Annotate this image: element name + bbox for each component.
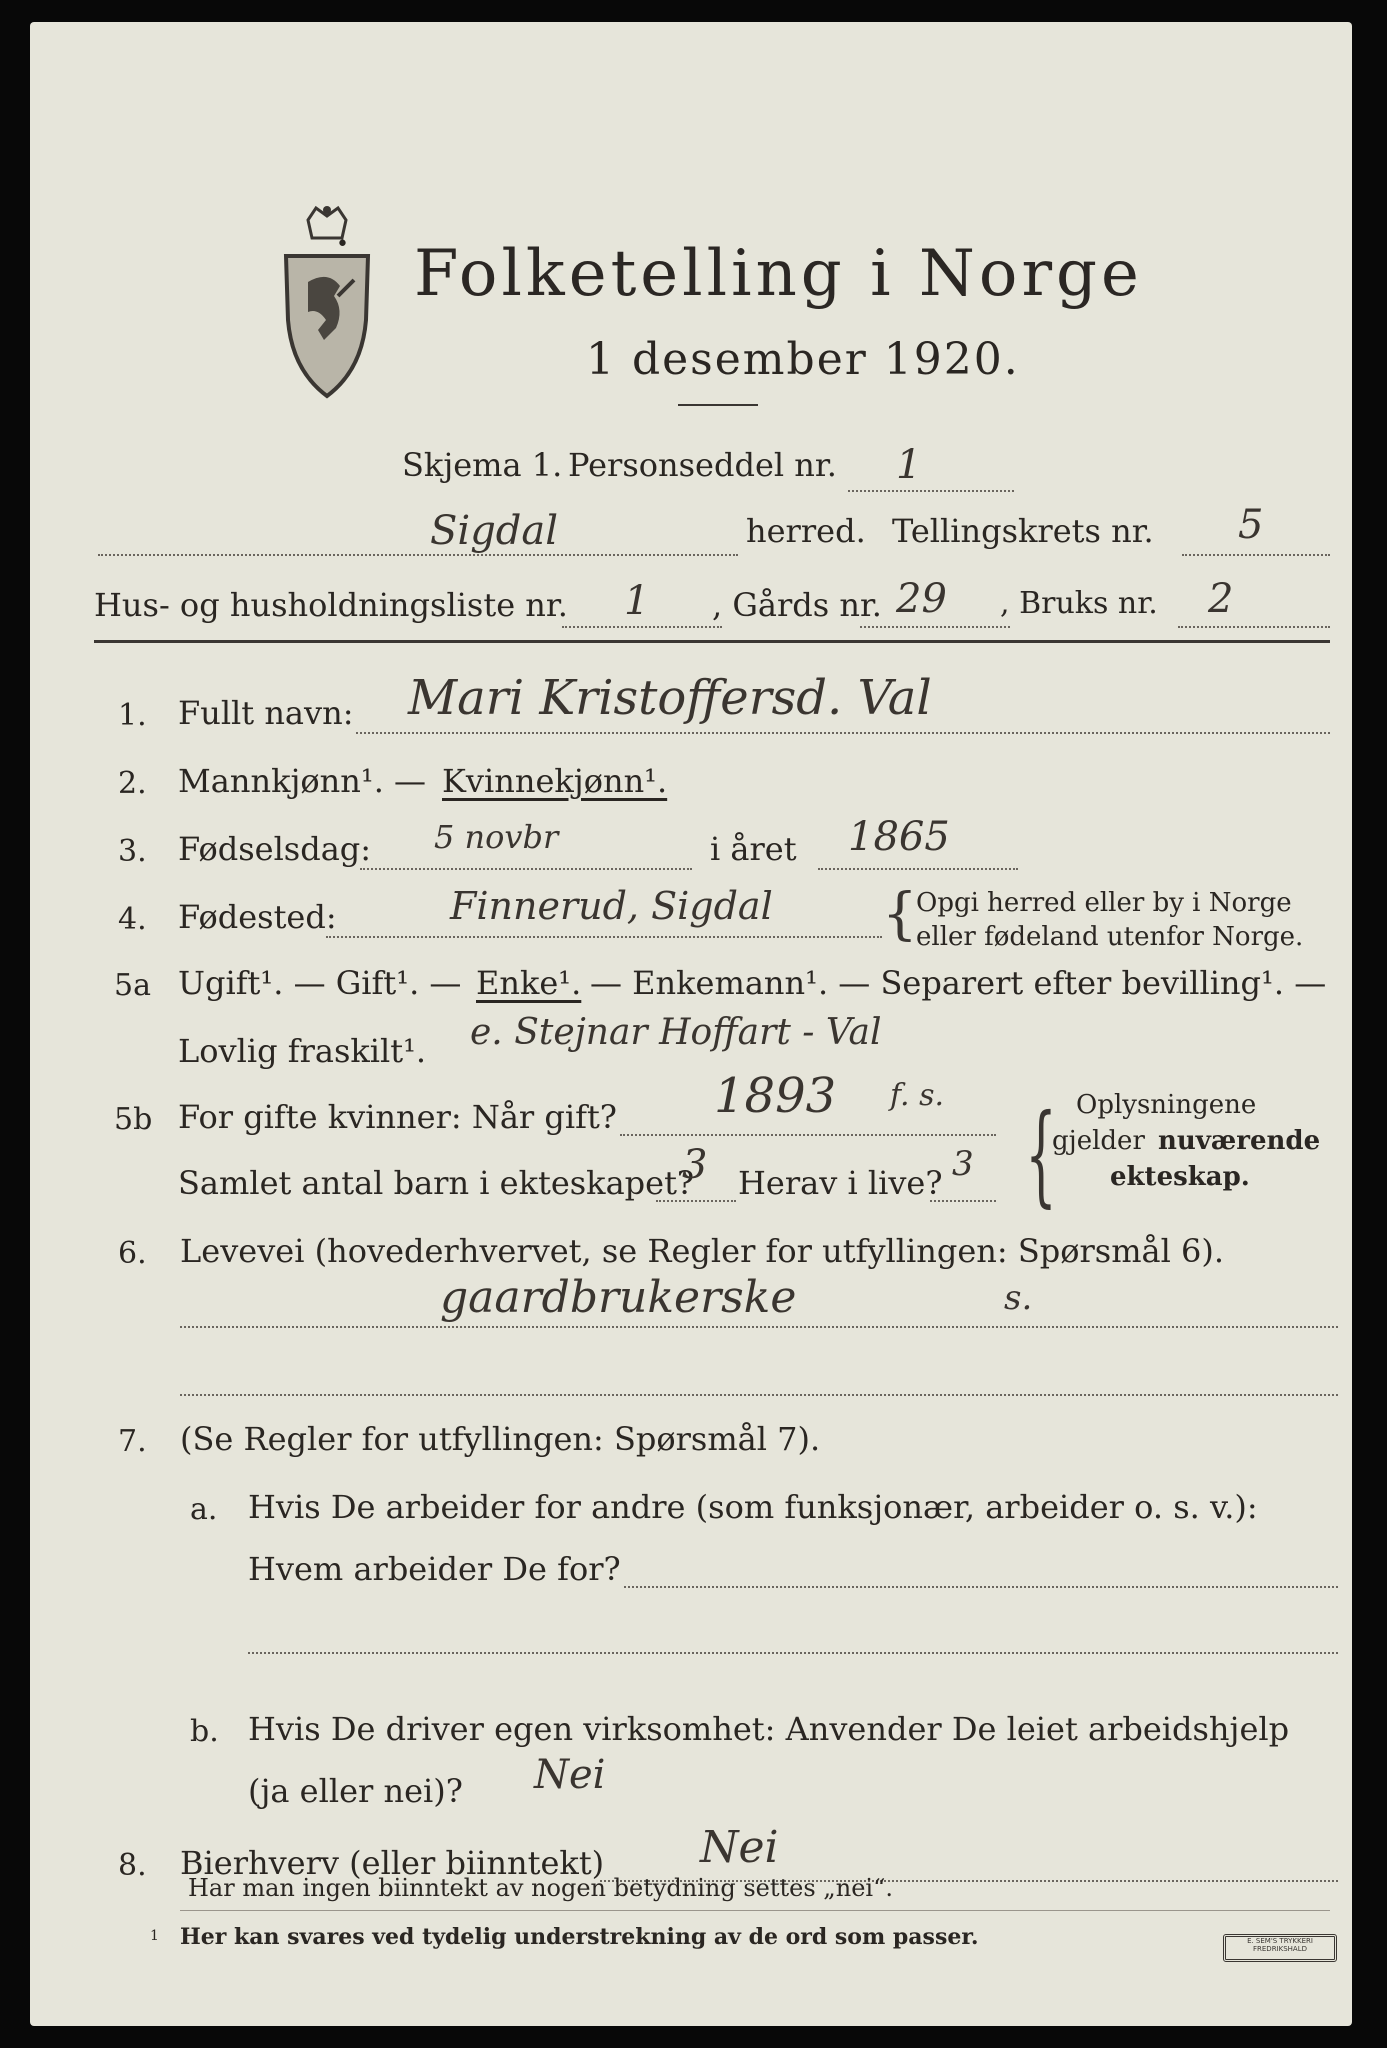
q1-line	[356, 732, 1330, 734]
q8-label: Bierhverv (eller biinntekt)	[180, 1844, 605, 1882]
skjema-label: Skjema 1.	[402, 446, 563, 484]
q7b-letter: b.	[190, 1714, 219, 1749]
q5a-fraskilt: Lovlig fraskilt¹.	[178, 1032, 427, 1070]
q5b-barn-value: 3	[682, 1142, 708, 1188]
title-dot: •	[336, 232, 349, 257]
q8-answer-value: Nei	[700, 1822, 779, 1873]
q5b-married-line	[620, 1134, 996, 1136]
q6-line2	[180, 1394, 1338, 1396]
q4-line	[326, 936, 882, 938]
q5a-number: 5a	[114, 968, 151, 1003]
q5b-note-gjelder: gjelder	[1052, 1126, 1145, 1156]
gards-line	[860, 626, 1010, 628]
census-form	[30, 22, 1352, 2026]
footnote-text: Her kan svares ved tydelig understrekning av de ord som passer.	[180, 1924, 979, 1950]
q6-occupation-value: gaardbrukerske	[440, 1272, 797, 1323]
q5a-enke-underlined: Enke¹.	[476, 964, 582, 1002]
q7-number: 7.	[118, 1424, 147, 1459]
norwegian-coat-of-arms-icon	[278, 200, 376, 400]
q6-occupation-note-value: s.	[1004, 1278, 1033, 1318]
bruks-line	[1178, 626, 1330, 628]
q4-number: 4.	[118, 902, 147, 937]
q3-day-line	[360, 868, 692, 870]
q2-kvinnekjonn-underlined: Kvinnekjønn¹.	[442, 762, 668, 800]
q5b-ilive-label: Herav i live?	[738, 1164, 943, 1202]
tellingskrets-line	[1182, 554, 1330, 556]
q5b-ilive-line	[930, 1200, 996, 1202]
q3-number: 3.	[118, 834, 147, 869]
herred-label: herred.	[746, 512, 866, 550]
herred-value: Sigdal	[430, 508, 559, 554]
q3-birth-year-value: 1865	[848, 814, 950, 860]
q7-label: (Se Regler for utfyllingen: Spørsmål 7).	[180, 1420, 821, 1458]
q7a-employer-label: Hvem arbeider De for?	[248, 1550, 621, 1588]
hus-value: 1	[624, 578, 650, 624]
q2-number: 2.	[118, 766, 147, 801]
page-title: Folketelling i Norge	[414, 237, 1143, 311]
q7b-janei-label: (ja eller nei)?	[248, 1772, 463, 1810]
q5b-ilive-value: 3	[952, 1144, 974, 1184]
bruks-value: 2	[1208, 576, 1234, 622]
q7b-question: Hvis De driver egen virksomhet: Anvender De leiet arbeidshjelp	[248, 1710, 1290, 1748]
personseddel-line	[848, 490, 1014, 492]
title-divider	[678, 404, 758, 406]
header-rule	[94, 640, 1330, 643]
q3-year-label: i året	[710, 830, 797, 868]
q5b-note-ekteskap: ekteskap.	[1110, 1162, 1250, 1192]
q1-label: Fullt navn:	[178, 694, 354, 732]
q7a-letter: a.	[190, 1492, 218, 1527]
hus-label: Hus- og husholdningsliste nr.	[94, 586, 568, 624]
q4-note-line1: Opgi herred eller by i Norge	[916, 888, 1292, 918]
footer-divider	[180, 1910, 1330, 1911]
q1-full-name-value: Mari Kristoffersd. Val	[408, 670, 932, 726]
q7a-employer-line2	[248, 1652, 1338, 1654]
q4-brace: {	[882, 882, 918, 947]
census-date: 1 desember 1920.	[586, 334, 1020, 385]
q3-label: Fødselsdag:	[178, 830, 372, 868]
q8-number: 8.	[118, 1848, 147, 1883]
q5a-spouse-value: e. Stejnar Hoffart - Val	[470, 1012, 882, 1053]
q5b-married-year-value: 1893	[714, 1068, 837, 1124]
gards-label: , Gårds nr.	[712, 586, 882, 624]
hus-line	[562, 626, 722, 628]
q5b-note-line1: Oplysningene	[1076, 1090, 1257, 1120]
q4-birthplace-value: Finnerud, Sigdal	[450, 884, 773, 928]
q5b-married-note-value: f. s.	[890, 1078, 945, 1113]
q7a-question: Hvis De arbeider for andre (som funksjonær, arbeider o. s. v.):	[248, 1488, 1258, 1526]
q5b-barn-line	[656, 1200, 736, 1202]
q5b-number: 5b	[114, 1102, 153, 1137]
printer-stamp: E. SEM'S TRYKKERI FREDRIKSHALD	[1223, 1934, 1337, 1962]
q7b-answer-value: Nei	[534, 1752, 606, 1798]
q7a-employer-line	[624, 1586, 1338, 1588]
tellingskrets-value: 5	[1238, 502, 1264, 548]
q5b-barn-label: Samlet antal barn i ekteskapet?	[178, 1164, 695, 1202]
personseddel-value: 1	[896, 442, 922, 488]
q1-number: 1.	[118, 698, 147, 733]
q4-label: Fødested:	[178, 898, 337, 936]
q5a-enkemann-separert: — Enkemann¹. — Separert efter bevilling¹. —	[590, 964, 1327, 1002]
footnote-mark: 1	[150, 1928, 159, 1944]
personseddel-label: Personseddel nr.	[568, 446, 837, 484]
q5b-label: For gifte kvinner: Når gift?	[178, 1098, 617, 1136]
q6-line1	[180, 1326, 1338, 1328]
herred-line	[98, 554, 738, 556]
q3-birthday-value: 5 novbr	[434, 818, 559, 856]
q6-number: 6.	[118, 1236, 147, 1271]
q5b-brace: {	[1025, 1090, 1057, 1218]
q2-mannkjonn: Mannkjønn¹. —	[178, 762, 427, 800]
q3-year-line	[818, 868, 1018, 870]
bruks-label: , Bruks nr.	[1000, 586, 1158, 621]
q5a-ugift-gift: Ugift¹. — Gift¹. —	[178, 964, 462, 1002]
q5b-note-nuvaerende: nuværende	[1158, 1126, 1321, 1156]
tellingskrets-label: Tellingskrets nr.	[892, 512, 1154, 550]
q6-label: Levevei (hovederhvervet, se Regler for utfyllingen: Spørsmål 6).	[180, 1232, 1225, 1270]
q4-note-line2: eller fødeland utenfor Norge.	[916, 922, 1304, 952]
gards-value: 29	[896, 576, 947, 622]
footer-note: Har man ingen biinntekt av nogen betydning settes „nei“.	[188, 1874, 893, 1902]
